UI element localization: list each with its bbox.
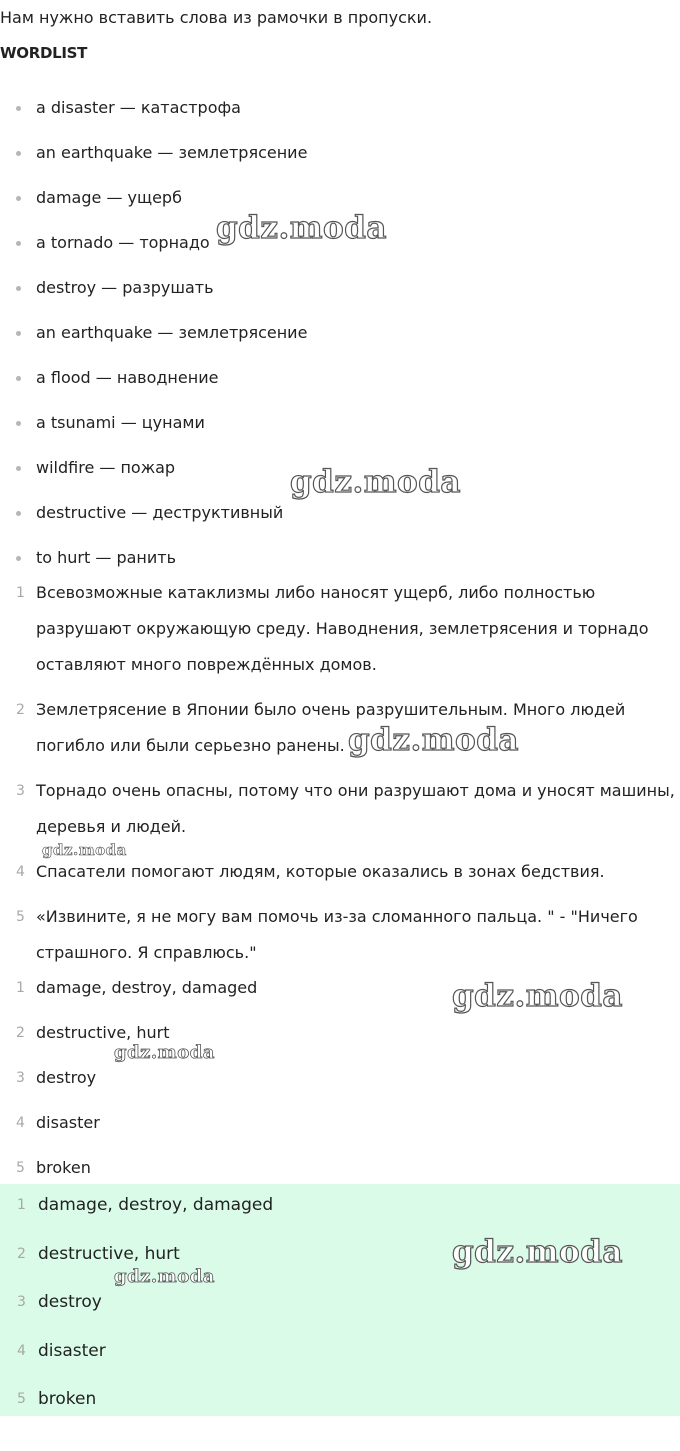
answer-text: disaster xyxy=(38,1340,106,1361)
bullet-icon xyxy=(16,106,21,111)
answer-item xyxy=(0,1187,680,1236)
wordlist-item-text: a disaster — катастрофа xyxy=(36,98,241,117)
item-number: 3 xyxy=(16,783,25,799)
wordlist-item-text: wildfire — пожар xyxy=(36,458,176,477)
answer-text: destructive, hurt xyxy=(36,1023,170,1042)
item-number: 4 xyxy=(16,1115,25,1131)
translation-item xyxy=(0,773,680,845)
answer-text: destructive, hurt xyxy=(38,1243,180,1264)
watermark: gdz.moda xyxy=(452,978,623,1014)
translation-text: Землетрясение в Японии было очень разрушительным. Много людей погибло или были серьезно ранены. xyxy=(36,700,626,755)
answer-text: disaster xyxy=(36,1113,100,1132)
item-number: 2 xyxy=(17,1245,26,1262)
intro-text: Нам нужно вставить слова из рамочки в пропуски. xyxy=(0,8,433,27)
translation-text: Торнадо очень опасны, потому что они разрушают дома и уносят машины, деревья и людей. xyxy=(36,781,675,836)
translation-list xyxy=(0,575,680,980)
item-number: 5 xyxy=(17,1391,26,1407)
item-number: 2 xyxy=(16,1025,25,1041)
bullet-icon xyxy=(16,331,21,336)
wordlist-heading: WORDLIST xyxy=(0,44,88,62)
answer-item xyxy=(0,1284,680,1333)
answer-text: damage, destroy, damaged xyxy=(36,978,258,997)
item-number: 2 xyxy=(16,702,25,718)
wordlist-item-text: a tsunami — цунами xyxy=(36,413,205,432)
answer-item xyxy=(0,1333,680,1382)
answer-text: destroy xyxy=(38,1292,102,1312)
bullet-icon xyxy=(16,241,21,246)
wordlist-item-text: a tornado — торнадо xyxy=(36,233,210,252)
translation-item xyxy=(0,899,680,971)
item-number: 3 xyxy=(17,1294,26,1310)
answer-item xyxy=(0,1105,680,1150)
watermark: gdz.moda xyxy=(216,210,387,246)
translation-item xyxy=(0,692,680,764)
watermark: gdz.moda xyxy=(42,841,127,859)
item-number: 4 xyxy=(16,864,25,880)
bullet-icon xyxy=(16,421,21,426)
translation-item xyxy=(0,854,680,890)
wordlist-item xyxy=(0,135,680,180)
answer-text: damage, destroy, damaged xyxy=(38,1195,274,1215)
wordlist-item xyxy=(0,90,680,135)
answer-text: broken xyxy=(36,1158,91,1177)
translation-text: Всевозможные катаклизмы либо наносят ущерб, либо полностью разрушают окружающую среду. Наводнения, землетрясения и торнадо оставляют много повреждённых домов. xyxy=(36,583,649,674)
answer-item xyxy=(0,1236,680,1285)
wordlist-item-text: damage — ущерб xyxy=(36,188,182,207)
wordlist-item-text: to hurt — ранить xyxy=(36,548,177,567)
bullet-icon xyxy=(16,376,21,381)
item-number: 5 xyxy=(16,1160,25,1176)
translation-text: Спасатели помогают людям, которые оказались в зонах бедствия. xyxy=(36,862,605,881)
bullet-icon xyxy=(16,196,21,201)
wordlist-item xyxy=(0,450,680,495)
answer-list xyxy=(0,970,680,1195)
item-number: 1 xyxy=(16,980,25,996)
bullet-icon xyxy=(16,511,21,516)
answer-item xyxy=(0,1015,680,1060)
bullet-icon xyxy=(16,286,21,291)
answer-item xyxy=(0,1060,680,1105)
wordlist-item-text: destroy — разрушать xyxy=(36,278,214,297)
watermark: gdz.moda xyxy=(348,722,519,758)
answer-text: broken xyxy=(38,1389,97,1409)
item-number: 3 xyxy=(16,1070,25,1086)
wordlist-item xyxy=(0,270,680,315)
answer-item xyxy=(0,970,680,1015)
wordlist-item xyxy=(0,180,680,225)
wordlist-item xyxy=(0,225,680,270)
wordlist xyxy=(0,90,680,585)
item-number: 5 xyxy=(16,909,25,925)
answer-item xyxy=(0,1381,680,1430)
wordlist-item-text: a flood — наводнение xyxy=(36,368,219,387)
translation-text: «Извините, я не могу вам помочь из-за сломанного пальца. " - "Ничего страшного. Я справлюсь." xyxy=(36,907,638,962)
bullet-icon xyxy=(16,466,21,471)
item-number: 4 xyxy=(17,1342,26,1359)
wordlist-item xyxy=(0,405,680,450)
wordlist-item-text: an earthquake — землетрясение xyxy=(36,143,308,162)
wordlist-item xyxy=(0,315,680,360)
bullet-icon xyxy=(16,151,21,156)
watermark: gdz.moda xyxy=(114,1042,215,1063)
wordlist-item xyxy=(0,360,680,405)
wordlist-item xyxy=(0,495,680,540)
watermark: gdz.moda xyxy=(452,1234,623,1270)
answer-text: destroy xyxy=(36,1068,97,1087)
wordlist-item-text: destructive — деструктивный xyxy=(36,503,284,522)
wordlist-item-text: an earthquake — землетрясение xyxy=(36,323,308,342)
watermark: gdz.moda xyxy=(290,464,461,500)
item-number: 1 xyxy=(17,1197,26,1213)
bullet-icon xyxy=(16,556,21,561)
translation-item xyxy=(0,575,680,683)
highlighted-answer-list xyxy=(0,1187,680,1430)
item-number: 1 xyxy=(16,585,25,601)
watermark: gdz.moda xyxy=(114,1266,215,1287)
